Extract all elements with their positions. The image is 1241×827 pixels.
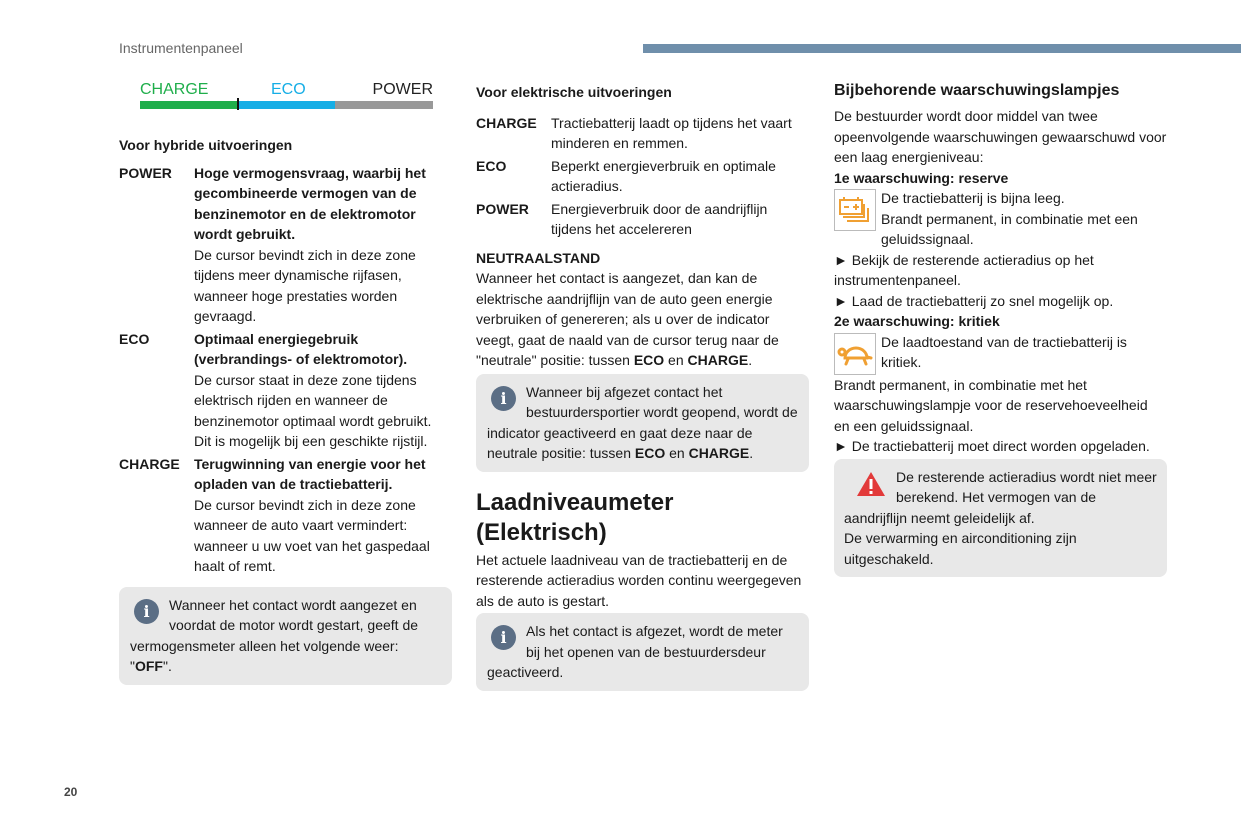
hybrid-title: Voor hybride uitvoeringen <box>119 137 293 153</box>
text: De tractiebatterij moet direct worden opgeladen. <box>851 438 1150 454</box>
info-icon: i <box>491 625 516 650</box>
gauge-needle <box>237 98 239 110</box>
warning-text: De resterende actieradius wordt niet meer berekend. Het vermogen van de aandrijflijn neemt geleidelijk af. <box>844 468 1157 526</box>
term-heading: Hoge vermogensvraag, waarbij het gecombineerde vermogen van de benzinemotor en de elektromotor wordt gebruikt. <box>194 164 426 242</box>
intro-text: De bestuurder wordt door middel van twee opeenvolgende waarschuwingen gewaarschuwd voor een laag energieniveau: <box>834 108 1167 165</box>
term-text: Energieverbruik door de aandrijflijn tijdens het accelereren <box>551 200 768 237</box>
term: POWER <box>119 164 172 181</box>
neutral-text <box>476 268 809 371</box>
list-item <box>119 163 452 327</box>
term-text: Tractiebatterij laadt op tijdens het vaart minderen en remmen. <box>551 114 792 151</box>
warning-triangle-icon <box>856 471 886 503</box>
bullet: ► Bekijk de resterende actieradius op het instrumentenpaneel. <box>834 251 1094 288</box>
info-text: Wanneer bij afgezet contact het bestuurdersportier wordt geopend, wordt de indicator geactiveerd en gaat deze naar de neutrale positie: tussen <box>487 383 798 461</box>
text: . <box>749 445 754 461</box>
gauge-charge-segment <box>140 101 238 109</box>
bold: CHARGE <box>687 352 749 368</box>
info-icon: i <box>134 599 159 624</box>
term: CHARGE <box>476 114 537 131</box>
text: Brandt permanent, in combinatie met het waarschuwingslampje voor de reservehoeveelheid en een geluidssignaal. <box>834 376 1148 434</box>
charge-meter-text: Het actuele laadniveau van de tractiebatterij en de resterende actieradius worden continu weergegeven als de auto is gestart. <box>476 551 802 609</box>
term-text: De cursor staat in deze zone tijdens elektrisch rijden en wanneer de benzinemotor optimaal wordt gebruikt. Dit is mogelijk bij een geschikte rijstijl. <box>194 371 432 449</box>
column-electric <box>476 82 809 691</box>
info-text: Wanneer het contact wordt aangezet en voordat de motor wordt gestart, geeft de vermogensmeter alleen het volgende weer: " <box>130 596 419 674</box>
warning2-title: 2e waarschuwing: kritiek <box>834 313 1000 329</box>
term-text: De cursor bevindt zich in deze zone tijdens meer dynamische rijfasen, wanneer hoge prestaties worden gevraagd. <box>194 246 416 324</box>
text: Bekijk de resterende actieradius op het instrumentenpaneel. <box>834 251 1094 288</box>
warnings-heading: Bijbehorende waarschuwingslampjes <box>834 82 1120 99</box>
text: Laad de tractiebatterij zo snel mogelijk op. <box>851 292 1114 309</box>
charge-meter-heading: Laadniveaumeter (Elektrisch) <box>476 488 674 546</box>
term-text: Beperkt energieverbruik en optimale actieradius. <box>551 157 776 194</box>
text: en <box>665 445 689 461</box>
gauge-label-power: POWER <box>372 81 433 98</box>
bold: CHARGE <box>688 445 750 461</box>
text: . <box>748 352 753 368</box>
power-gauge <box>140 80 433 114</box>
bullet: ► Laad de tractiebatterij zo snel mogelijk op. <box>834 292 1114 309</box>
column-warnings <box>834 80 1167 577</box>
info-box <box>476 613 809 691</box>
text: Brandt permanent, in combinatie met een geluidssignaal. <box>881 210 1138 247</box>
info-text: Als het contact is afgezet, wordt de meter bij het openen van de bestuurdersdeur geactiveerd. <box>487 623 783 680</box>
gauge-label-charge: CHARGE <box>140 81 209 98</box>
info-icon: i <box>491 386 516 411</box>
column-hybrid <box>119 80 452 685</box>
neutral-title: NEUTRAALSTAND <box>476 249 601 266</box>
text: De laadtoestand van de tractiebatterij is kritiek. <box>881 333 1127 370</box>
gauge-eco-segment <box>238 101 335 109</box>
page-number: 20 <box>64 785 78 799</box>
term: ECO <box>476 157 507 174</box>
turtle-icon <box>834 333 876 375</box>
warning1-title: 1e waarschuwing: reserve <box>834 169 1009 186</box>
term: ECO <box>119 330 150 347</box>
text: Wanneer het contact is aangezet, dan kan de elektrische aandrijflijn van de auto geen energie verbruiken of genereren; als u over de indicator veegt, gaat de naald van de cursor terug naar de "neutrale" positie: tussen <box>476 270 779 368</box>
info-box <box>119 587 452 685</box>
bold: ECO <box>634 445 666 461</box>
bold: ECO <box>633 352 665 368</box>
text: De tractiebatterij is bijna leeg. <box>881 190 1065 206</box>
gauge-power-segment <box>335 101 433 109</box>
warning-box <box>834 459 1167 578</box>
warning-text: De verwarming en airconditioning zijn uitgeschakeld. <box>844 530 1077 567</box>
list-item <box>476 156 809 197</box>
list-item <box>476 199 809 240</box>
info-bold: OFF <box>134 658 163 674</box>
term-heading: Optimaal energiegebruik (verbrandings- of elektromotor). <box>194 330 408 367</box>
list-item <box>119 454 452 577</box>
bullet: ► De tractiebatterij moet direct worden opgeladen. <box>834 438 1150 454</box>
term: CHARGE <box>119 455 180 472</box>
list-item <box>119 329 452 452</box>
term-text: De cursor bevindt zich in deze zone wanneer de auto vaart vermindert: wanneer u uw voet van het gaspedaal haalt of remt. <box>194 496 430 574</box>
header-bar <box>643 44 1241 53</box>
info-text: ". <box>162 658 172 674</box>
term-heading: Terugwinning van energie voor het opladen van de tractiebatterij. <box>194 455 426 492</box>
section-title: Instrumentenpaneel <box>119 40 243 56</box>
list-item <box>476 113 809 154</box>
info-box <box>476 374 809 472</box>
electric-title: Voor elektrische uitvoeringen <box>476 84 672 100</box>
text: en <box>664 352 688 368</box>
gauge-label-eco: ECO <box>271 81 306 98</box>
term: POWER <box>476 200 529 217</box>
battery-warning-icon <box>834 189 876 231</box>
